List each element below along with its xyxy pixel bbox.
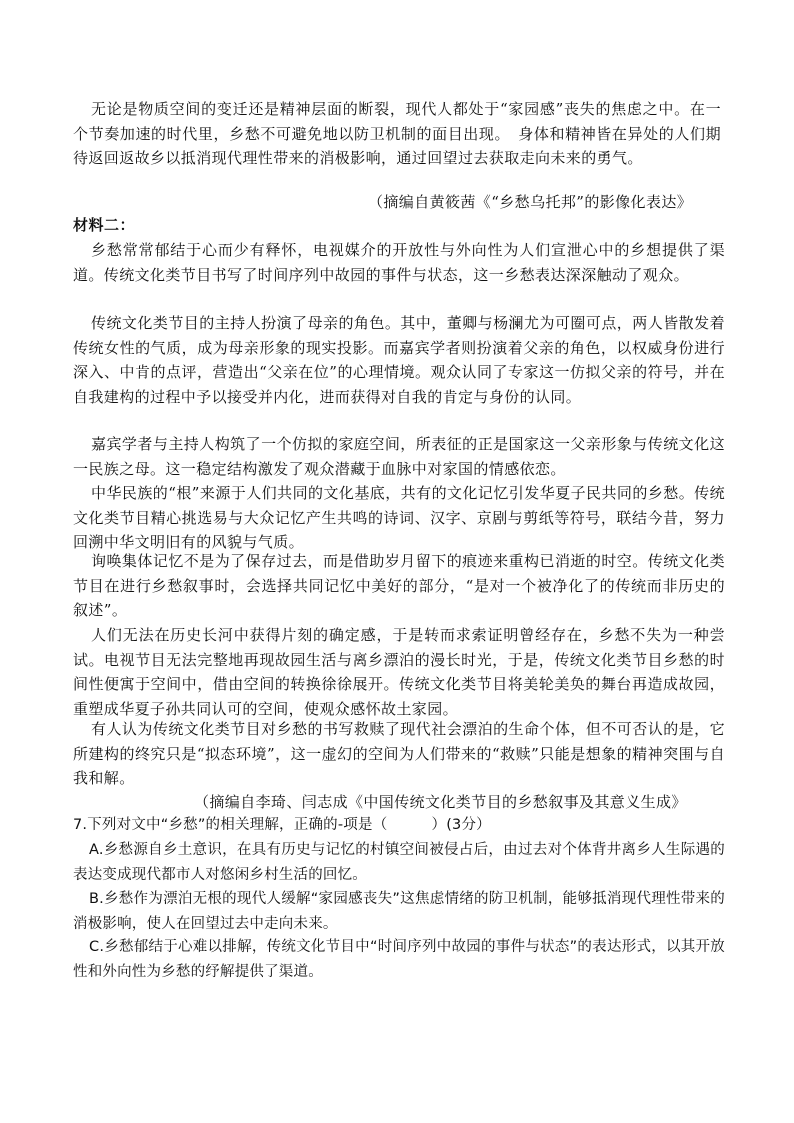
material-two-paragraph-5: 询唤集体记忆不是为了保存过去，而是借助岁月留下的痕迹来重构已消逝的时空。传统文化类节目在进行乡愁叙事时，会选择共同记忆中美好的部分，“是对一个被净化了的传统而非历史的叙述”。	[73, 552, 725, 619]
material-two-heading: 材料二：	[73, 216, 136, 234]
material-two-paragraph-3: 嘉宾学者与主持人构筑了一个仿拟的家庭空间，所表征的正是国家这一父亲形象与传统文化这一民族之母。这一稳定结构激发了观众潜藏于血脉中对家国的情感依恋。	[73, 435, 725, 478]
material-two-paragraph-2: 传统文化类节目的主持人扮演了母亲的角色。其中，董卿与杨澜尤为可圈可点，两人皆散发着传统女性的气质，成为母亲形象的现实投影。而嘉宾学者则扮演着父亲的角色，以权威身份进行深入、中肯的点评，营造出“父亲在位”的心理情境。观众认同了专家这一仿拟父亲的符号，并在自我建构的过程中予以接受并内化，进而获得对自我的肯定与身份的认同。	[73, 314, 725, 406]
material-two-paragraph-6: 人们无法在历史长河中获得片刻的确定感，于是转而求索证明曾经存在，乡愁不失为一种尝试。电视节目无法完整地再现故园生活与离乡漂泊的漫长时光，于是，传统文化类节目乡愁的时间性便寓于空间中，借由空间的转换徐徐展开。传统文化类节目将美轮美奂的舞台再造成故园，重塑成华夏子孙共同认可的空间，使观众感怀故土家园。	[73, 626, 725, 718]
question-7-option-b: B.乡愁作为漂泊无根的现代人缓解“家园感丧失”这焦虑情绪的防卫机制，能够抵消现代理性带来的消极影响，使人在回望过去中走向未来。	[73, 891, 725, 932]
question-7-option-a: A.乡愁源自乡土意识，在具有历史与记忆的村镇空间被侵占后，由过去对个体背井离乡人生际遇的表达变成现代都市人对悠闲乡村生活的回忆。	[73, 842, 725, 883]
question-7-option-c: C.乡愁郁结于心难以排解，传统文化节目中“时间序列中故园的事件与状态”的表达形式，以其开放性和外向性为乡愁的纾解提供了渠道。	[73, 939, 725, 980]
material-two-paragraph-7: 有人认为传统文化类节目对乡愁的书写救赎了现代社会漂泊的生命个体，但不可否认的是，它所建构的终究只是“拟态环境”，这一虚幻的空间为人们带来的“救赎”只能是想象的精神突围与自我和解。	[73, 720, 725, 787]
material-two-paragraph-1: 乡愁常常郁结于心而少有释怀，电视媒介的开放性与外向性为人们宣泄心中的乡想提供了渠道。传统文化类节目书写了时间序列中故园的事件与状态，这一乡愁表达深深触动了观众。	[73, 241, 725, 284]
material-one-source: （摘编自黄筱茜《“乡愁乌托邦”的影像化表达》	[368, 193, 693, 211]
material-one-tail-paragraph: 无论是物质空间的变迁还是精神层面的断裂，现代人都处于“家园感”丧失的焦虑之中。在一个节奏加速的时代里，乡愁不可避免地以防卫机制的面目出现。 身体和精神皆在异处的人们期待返回返故乡以抵消现代理性带来的消极影响，通过回望过去获取走向未来的勇气。	[73, 100, 721, 167]
question-7-stem: 7.下列对文中“乡愁”的相关理解，正确的-项是（ ）(3分）	[73, 817, 491, 833]
material-two-paragraph-4: 中华民族的“根”来源于人们共同的文化基底，共有的文化记忆引发华夏子民共同的乡愁。传统文化类节目精心挑选易与大众记忆产生共鸣的诗词、汉字、京剧与剪纸等符号，联结今昔，努力回溯中华文明旧有的风貌与气质。	[73, 484, 725, 551]
material-two-source: （摘编自李琦、闫志成《中国传统文化类节目的乡愁叙事及其意义生成》	[194, 793, 687, 811]
